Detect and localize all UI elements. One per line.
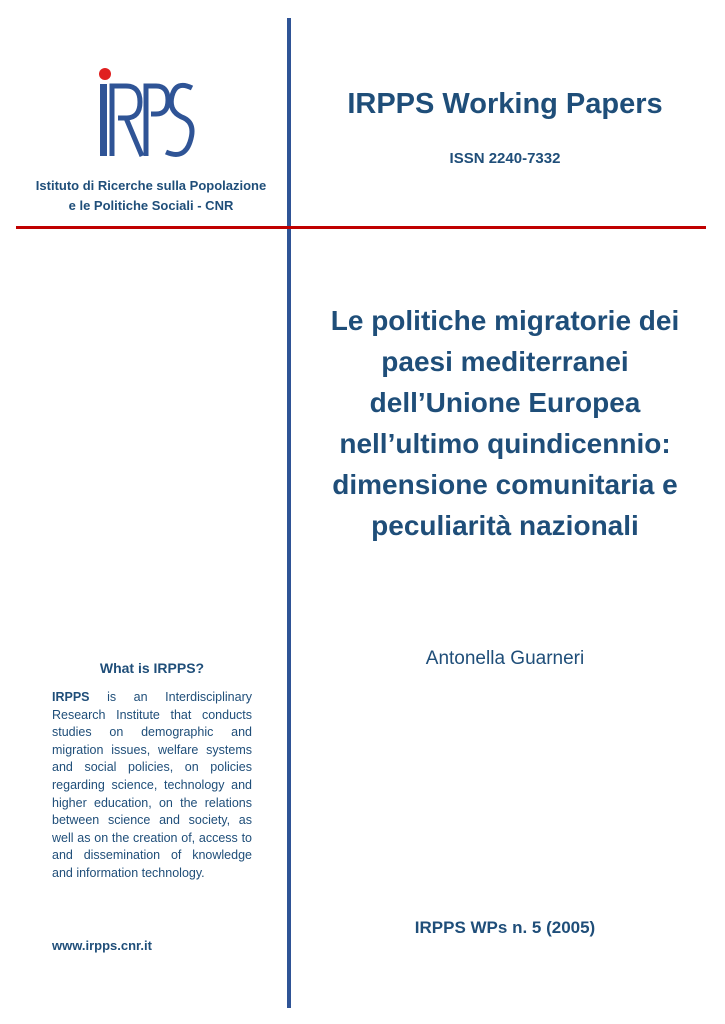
website-link[interactable]: www.irpps.cnr.it — [52, 938, 152, 953]
series-title: IRPPS Working Papers — [347, 88, 663, 120]
author-name: Antonella Guarneri — [425, 648, 585, 669]
issn: ISSN 2240-7332 — [449, 150, 561, 167]
irpps-logo — [96, 66, 196, 162]
description-lead: IRPPS — [52, 690, 90, 704]
vertical-divider — [287, 18, 291, 1008]
working-paper-number: IRPPS WPs n. 5 (2005) — [414, 918, 596, 937]
horizontal-divider — [16, 226, 706, 229]
title-line: Le politiche migratorie dei — [330, 305, 680, 336]
what-is-irpps-heading: What is IRPPS? — [99, 660, 205, 676]
title-line: dimensione comunitaria e — [332, 469, 678, 500]
description-text: is an Interdisciplinary Research Institute that conducts studies on demographic and migration issues, welfare systems and social policies, on policies regarding science, technology and higher education, on the relations between science and society, as well as on the creation of, access to and dissemination of knowledge and information technology. — [52, 690, 252, 880]
institute-line-2: e le Politiche Sociali - CNR — [68, 198, 234, 213]
institute-line-1: Istituto di Ricerche sulla Popolazione — [35, 178, 267, 193]
what-is-irpps-description — [52, 689, 252, 883]
title-line: paesi mediterranei — [381, 346, 629, 377]
title-line: peculiarità nazionali — [371, 510, 639, 541]
title-line: nell’ultimo quindicennio: — [339, 428, 671, 459]
paper-title — [305, 300, 705, 546]
institute-name — [20, 176, 282, 216]
title-line: dell’Unione Europea — [369, 387, 641, 418]
